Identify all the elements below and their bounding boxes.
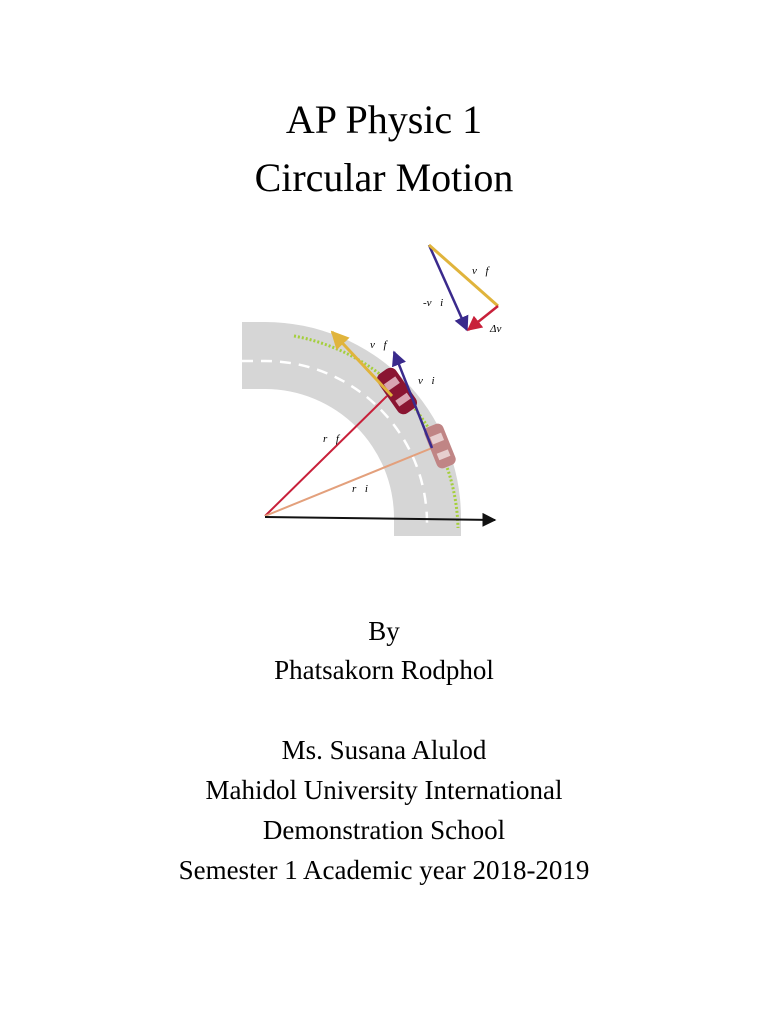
label-r-initial: r⃗i bbox=[352, 483, 368, 495]
circular-motion-figure bbox=[232, 236, 512, 536]
author-name: Phatsakorn Rodphol bbox=[274, 655, 494, 685]
label-v-final-triangle: v⃗f bbox=[472, 265, 489, 277]
teacher-name: Ms. Susana Alulod bbox=[281, 735, 487, 765]
title-line-2: Circular Motion bbox=[254, 155, 514, 200]
label-v-final: v⃗f bbox=[370, 339, 387, 351]
by-label: By bbox=[368, 616, 400, 646]
radius-final-vector bbox=[265, 396, 387, 516]
label-neg-v-initial: -v⃗i bbox=[423, 297, 444, 309]
title-line-1: AP Physic 1 bbox=[285, 97, 483, 142]
semester-line: Semester 1 Academic year 2018-2019 bbox=[178, 855, 590, 885]
neg-velocity-initial-vector bbox=[429, 245, 467, 330]
school-name-line-1: Mahidol University International bbox=[205, 775, 563, 805]
label-delta-v: Δv⃗ bbox=[490, 323, 510, 335]
school-name-line-2: Demonstration School bbox=[262, 815, 506, 845]
label-r-final: r⃗f bbox=[323, 433, 339, 445]
label-v-initial: v⃗i bbox=[418, 375, 435, 387]
